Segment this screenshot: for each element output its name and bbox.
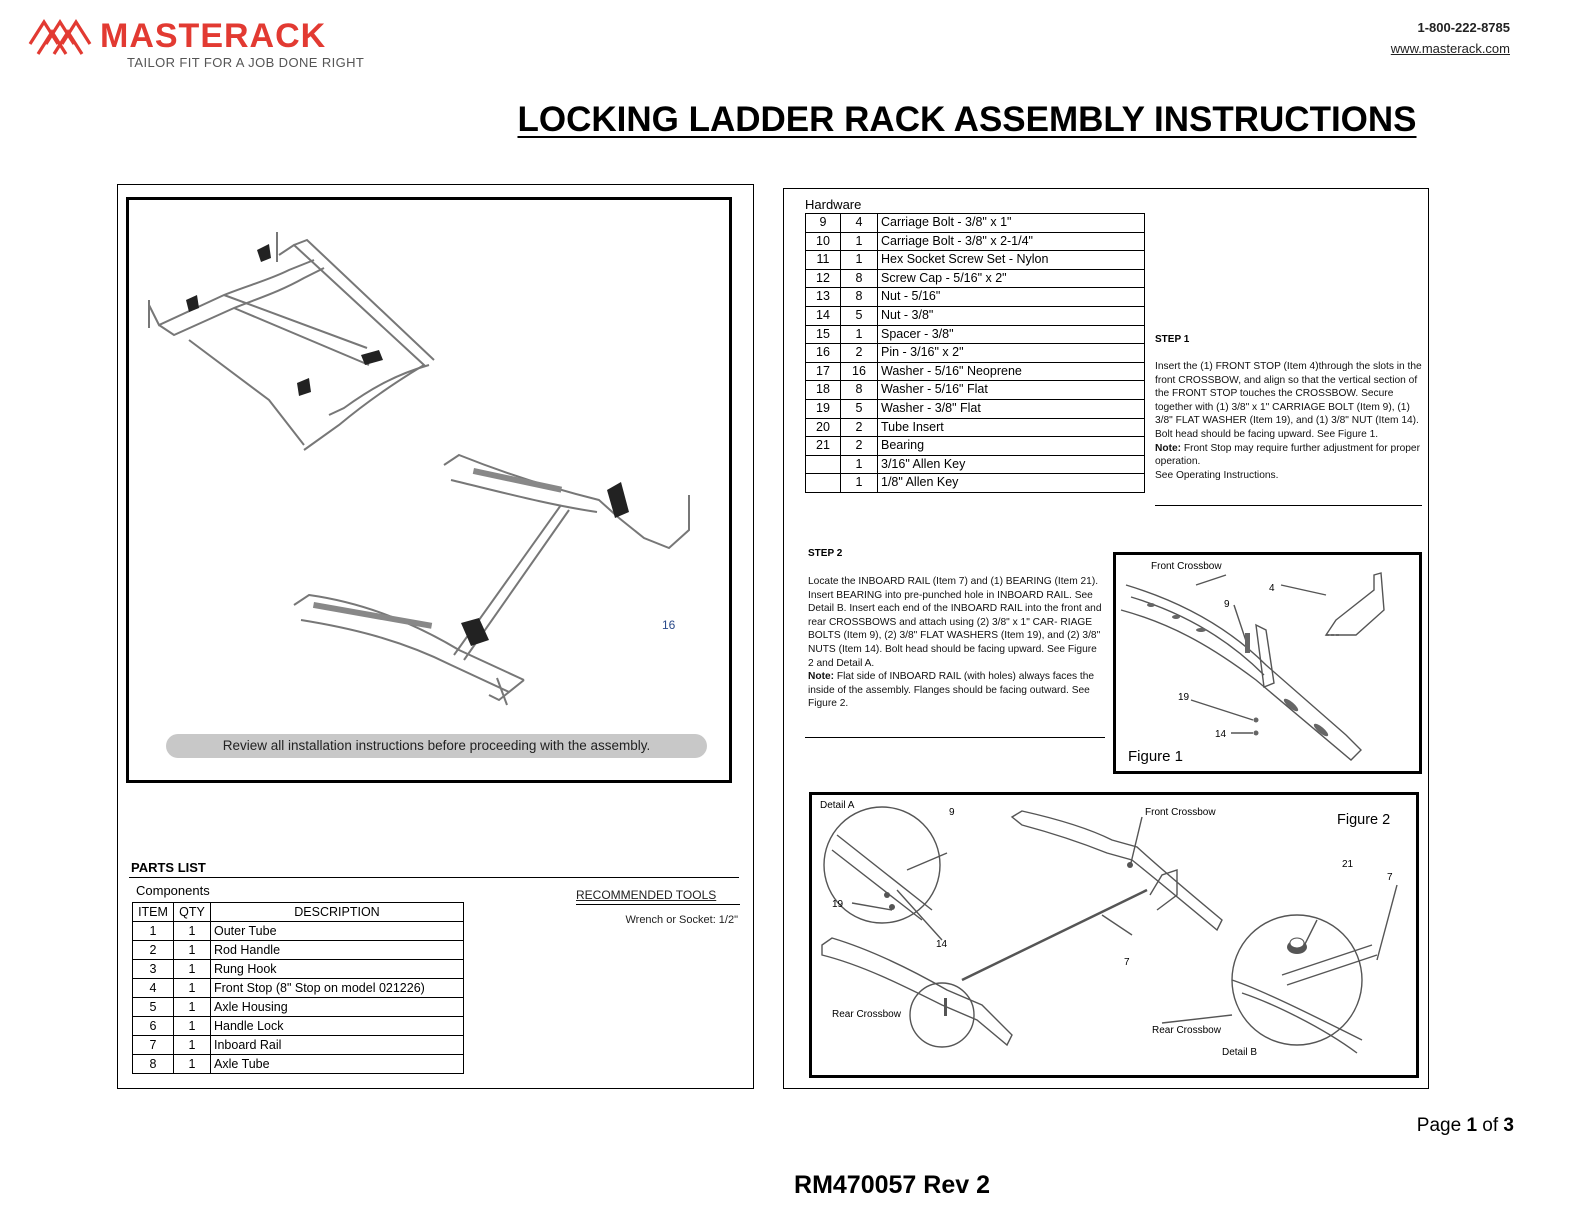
- qty-cell: 4: [841, 214, 878, 233]
- masterack-logo-icon: [28, 14, 94, 58]
- item-cell: [806, 474, 841, 493]
- column-header: ITEM: [133, 903, 174, 922]
- column-header: QTY: [174, 903, 211, 922]
- table-row: [806, 232, 1145, 251]
- item-cell: 16: [806, 344, 841, 363]
- item-cell: 1: [133, 922, 174, 941]
- table-row: [133, 960, 464, 979]
- recommended-tools-value: Wrench or Socket: 1/2": [625, 914, 738, 926]
- table-row: [133, 922, 464, 941]
- review-note: Review all installation instructions before proceeding with the assembly.: [166, 734, 707, 758]
- figure-1: [1113, 552, 1422, 774]
- description-cell: Spacer - 3/8": [878, 325, 1145, 344]
- item-cell: 21: [806, 437, 841, 456]
- website-link[interactable]: www.masterack.com: [1390, 41, 1510, 56]
- rear-crossbow-label: Rear Crossbow: [832, 1009, 901, 1020]
- figure-1-label: Figure 1: [1128, 748, 1184, 765]
- callout-14: 14: [1215, 729, 1227, 740]
- rear-crossbow-label: Rear Crossbow: [1152, 1025, 1221, 1036]
- description-cell: 3/16" Allen Key: [878, 455, 1145, 474]
- description-cell: Inboard Rail: [211, 1036, 464, 1055]
- item-cell: 11: [806, 251, 841, 270]
- qty-cell: 1: [174, 941, 211, 960]
- table-row: [133, 998, 464, 1017]
- qty-cell: 1: [841, 251, 878, 270]
- qty-cell: 1: [174, 1055, 211, 1074]
- description-cell: Washer - 5/16" Neoprene: [878, 362, 1145, 381]
- qty-cell: 2: [841, 437, 878, 456]
- step2-title: STEP 2: [808, 548, 843, 559]
- table-row: [806, 344, 1145, 363]
- item-cell: 19: [806, 399, 841, 418]
- item-cell: 5: [133, 998, 174, 1017]
- callout-21: 21: [1342, 859, 1354, 870]
- description-cell: Carriage Bolt - 3/8" x 1": [878, 214, 1145, 233]
- description-cell: Washer - 5/16" Flat: [878, 381, 1145, 400]
- table-row: [806, 362, 1145, 381]
- description-cell: Rod Handle: [211, 941, 464, 960]
- inboard-rail-diagram: [812, 795, 1416, 1075]
- description-cell: Bearing: [878, 437, 1145, 456]
- qty-cell: 16: [841, 362, 878, 381]
- item-cell: 10: [806, 232, 841, 251]
- table-row: [133, 979, 464, 998]
- description-cell: Handle Lock: [211, 1017, 464, 1036]
- page-indicator: Page 1 of 3: [1416, 1115, 1514, 1136]
- description-cell: Front Stop (8" Stop on model 021226): [211, 979, 464, 998]
- item-cell: 8: [133, 1055, 174, 1074]
- item-cell: 12: [806, 269, 841, 288]
- divider: [805, 737, 1105, 738]
- brand-name: MASTERACK: [100, 17, 327, 55]
- callout-9: 9: [949, 807, 955, 818]
- step1-title: STEP 1: [1155, 334, 1190, 345]
- table-row: [806, 455, 1145, 474]
- callout-9: 9: [1224, 599, 1230, 610]
- table-row: [806, 306, 1145, 325]
- rack-assembly-drawing: [126, 197, 732, 783]
- ladder-rack-illustration: [129, 200, 729, 780]
- qty-cell: 1: [174, 998, 211, 1017]
- qty-cell: 1: [174, 960, 211, 979]
- qty-cell: 1: [841, 232, 878, 251]
- callout-19: 19: [832, 899, 844, 910]
- table-row: [806, 418, 1145, 437]
- description-cell: Pin - 3/16" x 2": [878, 344, 1145, 363]
- table-row: [806, 437, 1145, 456]
- description-cell: 1/8" Allen Key: [878, 474, 1145, 493]
- table-row: [806, 325, 1145, 344]
- callout-14: 14: [936, 939, 948, 950]
- description-cell: Outer Tube: [211, 922, 464, 941]
- parts-table: [132, 902, 464, 1074]
- description-cell: Screw Cap - 5/16" x 2": [878, 269, 1145, 288]
- item-cell: 18: [806, 381, 841, 400]
- divider: [129, 877, 739, 878]
- callout-7: 7: [1387, 872, 1393, 883]
- item-cell: [806, 455, 841, 474]
- description-cell: Carriage Bolt - 3/8" x 2-1/4": [878, 232, 1145, 251]
- detail-b-label: Detail B: [1222, 1047, 1258, 1058]
- qty-cell: 5: [841, 399, 878, 418]
- callout-4: 4: [1269, 583, 1275, 594]
- item-cell: 13: [806, 288, 841, 307]
- item-cell: 14: [806, 306, 841, 325]
- callout-7: 7: [1124, 957, 1130, 968]
- description-cell: Tube Insert: [878, 418, 1145, 437]
- qty-cell: 1: [174, 979, 211, 998]
- components-label: Components: [136, 883, 210, 898]
- description-cell: Rung Hook: [211, 960, 464, 979]
- table-row: [806, 399, 1145, 418]
- callout-19: 19: [1178, 692, 1190, 703]
- table-row: [806, 474, 1145, 493]
- qty-cell: 1: [841, 325, 878, 344]
- qty-cell: 1: [174, 922, 211, 941]
- column-header: DESCRIPTION: [211, 903, 464, 922]
- phone-number: 1-800-222-8785: [1417, 20, 1510, 35]
- recommended-tools-title: RECOMMENDED TOOLS: [576, 888, 717, 902]
- step2-text: Locate the INBOARD RAIL (Item 7) and (1) BEARING (Item 21). Insert BEARING into pre-punched hole in INBOARD RAIL. See Detail B. Insert each end of the INBOARD RAIL into the front and rear CROSSBOWS and attach using (2) 3/8" x 1" CAR- RIAGE BOLTS (Item 9), (2) 3/8" FLAT WASHERS (Item 19), and (2) 3/8" NUTS (Item 14). Bolt head should be facing upward. See Figure 2 and Detail A. Note: Flat side of INBOARD RAIL (with holes) always faces the inside of the assembly. Flanges should be facing outward. See Figure 2.: [808, 576, 1102, 710]
- description-cell: Nut - 5/16": [878, 288, 1145, 307]
- qty-cell: 8: [841, 288, 878, 307]
- description-cell: Nut - 3/8": [878, 306, 1145, 325]
- table-row: [133, 1055, 464, 1074]
- table-header-row: [133, 903, 464, 922]
- description-cell: Axle Tube: [211, 1055, 464, 1074]
- front-crossbow-label: Front Crossbow: [1145, 807, 1216, 818]
- table-row: [806, 288, 1145, 307]
- table-row: [133, 1036, 464, 1055]
- hardware-table: [805, 213, 1145, 493]
- brand-tagline: TAILOR FIT FOR A JOB DONE RIGHT: [127, 55, 365, 70]
- table-row: [806, 381, 1145, 400]
- qty-cell: 1: [841, 455, 878, 474]
- hardware-title: Hardware: [805, 197, 862, 212]
- table-row: [806, 214, 1145, 233]
- table-row: [133, 1017, 464, 1036]
- callout-16: 16: [662, 618, 676, 632]
- qty-cell: 2: [841, 344, 878, 363]
- item-cell: 3: [133, 960, 174, 979]
- divider: [1155, 505, 1422, 506]
- qty-cell: 2: [841, 418, 878, 437]
- divider: [576, 904, 740, 905]
- description-cell: Axle Housing: [211, 998, 464, 1017]
- qty-cell: 8: [841, 381, 878, 400]
- figure-2-label: Figure 2: [1337, 812, 1391, 828]
- item-cell: 7: [133, 1036, 174, 1055]
- description-cell: Hex Socket Screw Set - Nylon: [878, 251, 1145, 270]
- front-stop-diagram: [1116, 555, 1419, 771]
- table-row: [806, 251, 1145, 270]
- qty-cell: 8: [841, 269, 878, 288]
- parts-list-title: PARTS LIST: [131, 860, 206, 875]
- item-cell: 9: [806, 214, 841, 233]
- qty-cell: 5: [841, 306, 878, 325]
- qty-cell: 1: [841, 474, 878, 493]
- table-row: [133, 941, 464, 960]
- step1-text: Insert the (1) FRONT STOP (Item 4)through the slots in the front CROSSBOW, and align so that the vertical section of the FRONT STOP touches the CROSSBOW. Secure together with (1) 3/8" x 1" CARRIAGE BOLT (Item 9), (1) 3/8" FLAT WASHER (Item 19), and (1) 3/8" NUT (Item 14). Bolt head should be facing upward. See Figure 1. Note: Front Stop may require further adjustment for proper operation. See Operating Instructions.: [1155, 361, 1422, 481]
- item-cell: 20: [806, 418, 841, 437]
- page-title: LOCKING LADDER RACK ASSEMBLY INSTRUCTIONS: [517, 100, 1417, 139]
- item-cell: 17: [806, 362, 841, 381]
- qty-cell: 1: [174, 1017, 211, 1036]
- description-cell: Washer - 3/8" Flat: [878, 399, 1145, 418]
- item-cell: 2: [133, 941, 174, 960]
- item-cell: 4: [133, 979, 174, 998]
- detail-a-label: Detail A: [820, 800, 855, 811]
- figure-2: [809, 792, 1419, 1078]
- document-number: RM470057 Rev 2: [794, 1171, 990, 1199]
- qty-cell: 1: [174, 1036, 211, 1055]
- item-cell: 6: [133, 1017, 174, 1036]
- table-row: [806, 269, 1145, 288]
- item-cell: 15: [806, 325, 841, 344]
- front-crossbow-label: Front Crossbow: [1151, 561, 1222, 572]
